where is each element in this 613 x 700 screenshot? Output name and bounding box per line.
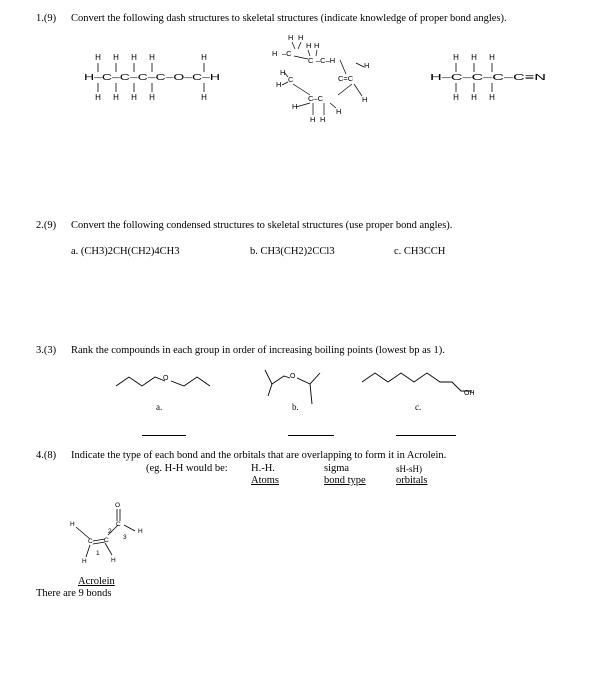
- s3-bottom-h: H: [471, 93, 477, 102]
- svg-text:O: O: [115, 502, 121, 509]
- svg-text:–C–H: –C–H: [316, 56, 336, 65]
- svg-text:C: C: [288, 75, 294, 84]
- svg-text:H: H: [314, 41, 320, 50]
- svg-text:H: H: [292, 102, 298, 111]
- q3-label-b: b.: [292, 402, 299, 412]
- s1-top-h: H: [113, 53, 119, 62]
- q1-prompt: Convert the following dash structures to skeletal structures (indicate knowledge of proper bond angles).: [71, 13, 507, 24]
- q2-prompt: Convert the following condensed structures to skeletal structures (use proper bond angles).: [71, 220, 453, 231]
- q4-column-bond-type: bond type: [324, 475, 366, 486]
- q2-item-c: c. CH3CCH: [394, 246, 446, 257]
- svg-text:C=C: C=C: [338, 74, 354, 83]
- q3-answer-line-a[interactable]: [142, 435, 186, 436]
- svg-text:C: C: [104, 537, 109, 544]
- q4-column-atoms: Atoms: [251, 475, 280, 486]
- q3-oxygen-a: O: [163, 375, 169, 382]
- s1-bottom-h: H: [149, 93, 155, 102]
- s1-main-chain: H–C–C–C–C–O–C–H: [84, 72, 220, 82]
- s1-bottom-h: H: [95, 93, 101, 102]
- svg-text:H: H: [280, 68, 286, 77]
- q3-label-c: c.: [415, 402, 422, 412]
- svg-text:H: H: [288, 33, 294, 42]
- s1-top-h: H: [131, 53, 137, 62]
- svg-text:H: H: [276, 80, 282, 89]
- svg-text:H: H: [362, 95, 368, 104]
- svg-text:H: H: [298, 33, 304, 42]
- q4-example-atoms: H.-H.: [251, 463, 275, 474]
- s1-top-h: H: [149, 53, 155, 62]
- s3-bottom-h: H: [489, 93, 495, 102]
- bond-count: There are 9 bonds: [36, 588, 112, 599]
- q3-answer-line-c[interactable]: [396, 435, 456, 436]
- q3-prompt: Rank the compounds in each group in order of increasing boiling points (lowest bp as 1).: [71, 345, 445, 356]
- q3-oh-label: OH: [464, 390, 475, 397]
- q4-example-bond-type: sigma: [324, 463, 350, 474]
- svg-text:H: H: [306, 41, 312, 50]
- q3-molecule-b: [265, 370, 290, 384]
- svg-text:H: H: [364, 61, 370, 70]
- s3-top-h: H: [471, 53, 477, 62]
- s1-bottom-h: H: [113, 93, 119, 102]
- s3-top-h: H: [489, 53, 495, 62]
- q4-example-orbitals: sH-sH): [396, 464, 422, 474]
- acrolein-label-1: 1: [96, 550, 100, 557]
- acrolein-label-2: 2: [108, 528, 112, 535]
- q3-label-a: a.: [156, 402, 163, 412]
- s3-bottom-h: H: [453, 93, 459, 102]
- q3-number: 3.(3): [36, 345, 57, 356]
- q4-example-text: (eg. H-H would be:: [146, 463, 228, 474]
- svg-text:H: H: [111, 557, 116, 564]
- s1-top-h: H: [95, 53, 101, 62]
- q2-item-a: a. (CH3)2CH(CH2)4CH3: [71, 246, 180, 257]
- q2-item-b: b. CH3(CH2)2CCl3: [250, 246, 335, 257]
- svg-text:H: H: [272, 49, 278, 58]
- q1-structure-3: [430, 50, 570, 110]
- svg-text:H: H: [310, 115, 316, 124]
- svg-text:H: H: [138, 528, 143, 535]
- acrolein-structure: [60, 495, 160, 570]
- svg-text:H: H: [336, 107, 342, 116]
- s1-top-h: H: [201, 53, 207, 62]
- svg-text:–C: –C: [282, 49, 292, 58]
- acrolein-label-3: 3: [123, 534, 127, 541]
- svg-text:H: H: [320, 115, 326, 124]
- q4-prompt: Indicate the type of each bond and the orbitals that are overlapping to form it in Acrolein.: [71, 450, 447, 461]
- q1-structure-2: [268, 32, 383, 124]
- q4-column-orbitals: orbitals: [396, 475, 428, 486]
- s3-top-h: H: [453, 53, 459, 62]
- acrolein-name: Acrolein: [78, 576, 115, 587]
- q4-number: 4.(8): [36, 450, 57, 461]
- svg-text:H: H: [82, 558, 87, 565]
- s1-bottom-h: H: [201, 93, 207, 102]
- q1-structure-1: [72, 50, 232, 110]
- s1-bottom-h: H: [131, 93, 137, 102]
- q3-molecule-a: [116, 377, 165, 386]
- q3-answer-line-b[interactable]: [288, 435, 334, 436]
- q3-molecule-c: [362, 373, 472, 391]
- svg-text:C: C: [88, 538, 93, 545]
- svg-text:H: H: [70, 521, 75, 528]
- q3-oxygen-b: O: [290, 373, 296, 380]
- q1-number: 1.(9): [36, 13, 57, 24]
- svg-text:C–C: C–C: [308, 94, 324, 103]
- svg-text:C: C: [116, 521, 121, 528]
- svg-text:C: C: [308, 56, 314, 65]
- s3-main-chain: H–C–C–C–C≡N: [430, 72, 546, 82]
- q2-number: 2.(9): [36, 220, 57, 231]
